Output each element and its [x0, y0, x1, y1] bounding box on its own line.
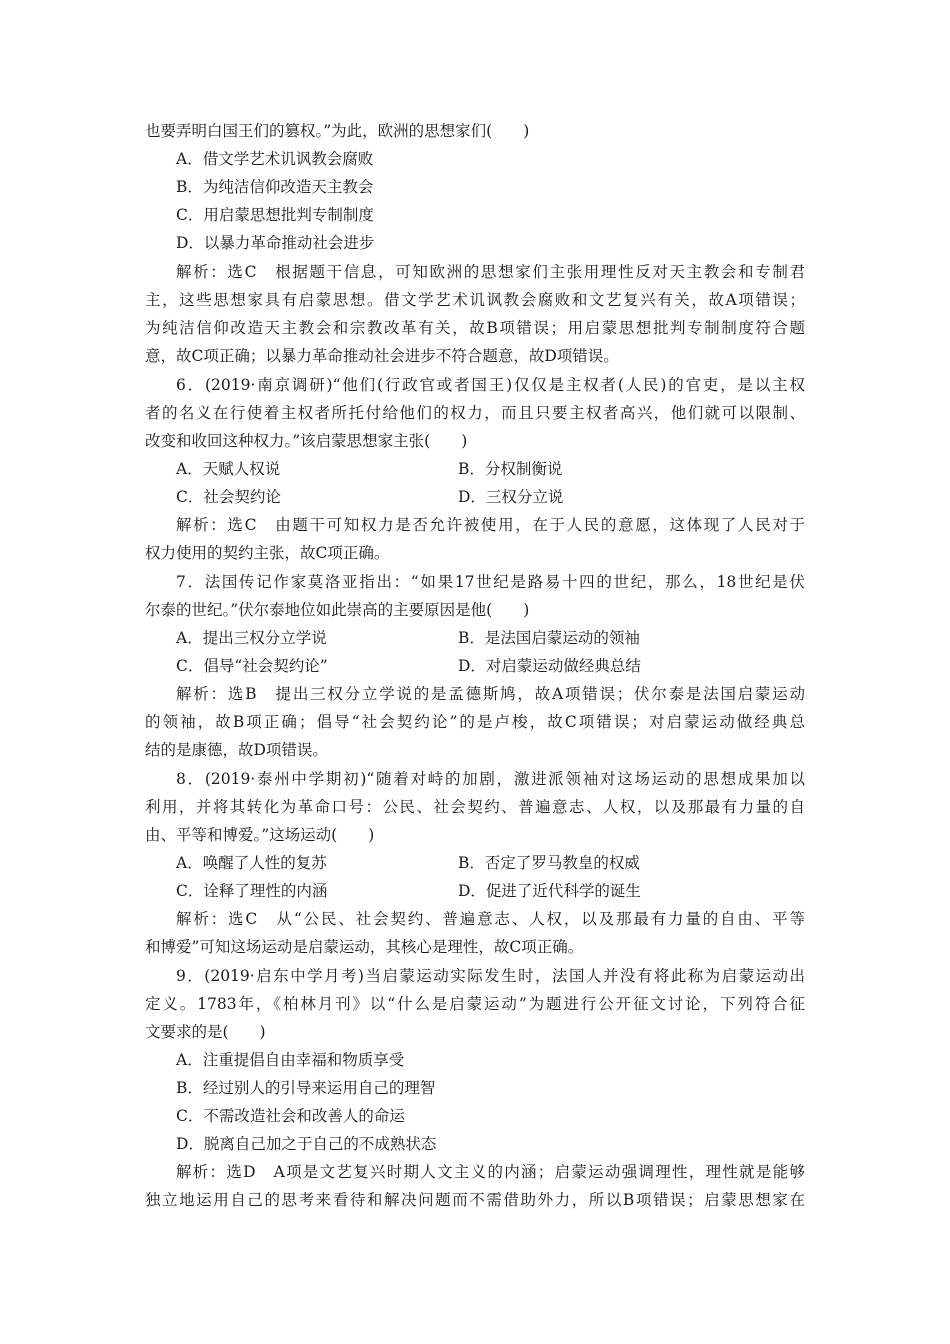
- q7-stem-line-1: 7．法国传记作家莫洛亚指出：“如果17世纪是路易十四的世纪，那么，18世纪是伏: [176, 573, 805, 591]
- q8-option-c: C．诠释了理性的内涵: [176, 882, 328, 900]
- q7-stem-line-2: 尔泰的世纪。”伏尔泰地位如此崇高的主要原因是他( ): [145, 601, 530, 619]
- q9-explanation-line-2: 独立地运用自己的思考来看待和解决问题而不需借助外力，所以B项错误；启蒙思想家在: [145, 1191, 805, 1209]
- q8-stem-line-2: 利用，并将其转化为革命口号：公民、社会契约、普遍意志、人权，以及那最有力量的自: [145, 798, 805, 816]
- q6-stem-line-3: 改变和收回这种权力。”该启蒙思想家主张( ): [145, 432, 468, 450]
- q9-stem-line-3: 文要求的是( ): [145, 1023, 266, 1041]
- q7-option-b: B．是法国启蒙运动的领袖: [458, 629, 640, 647]
- q5-option-c: C．用启蒙思想批判专制制度: [176, 206, 374, 224]
- q5-stem-line: 也要弄明白国王们的篡权。”为此，欧洲的思想家们( ): [145, 122, 530, 140]
- q9-stem-line-2: 定义。1783年，《柏林月刊》以“什么是启蒙运动”为题进行公开征文讨论，下列符合征: [145, 995, 805, 1013]
- q6-option-d: D．三权分立说: [458, 488, 564, 506]
- q7-option-c: C．倡导“社会契约论”: [176, 657, 328, 675]
- q7-explanation-line-2: 的领袖，故B项正确；倡导“社会契约论”的是卢梭，故C项错误；对启蒙运动做经典总: [145, 713, 805, 731]
- q6-stem-line-1: 6．(2019·南京调研)“他们(行政官或者国王)仅仅是主权者(人民)的官吏，是以主权: [176, 376, 805, 394]
- q8-explanation-line-1: 解析：选C 从“公民、社会契约、普遍意志、人权，以及那最有力量的自由、平等: [176, 910, 805, 928]
- q9-option-a: A．注重提倡自由幸福和物质享受: [176, 1051, 405, 1069]
- q9-explanation-line-1: 解析：选D A项是文艺复兴时期人文主义的内涵；启蒙运动强调理性，理性就是能够: [176, 1163, 805, 1181]
- q5-explanation-line-4: 意，故C项正确；以暴力革命推动社会进步不符合题意，故D项错误。: [145, 347, 619, 365]
- q5-explanation-line-1: 解析：选C 根据题干信息，可知欧洲的思想家们主张用理性反对天主教会和专制君: [176, 263, 805, 281]
- q6-explanation-line-1: 解析：选C 由题干可知权力是否允许被使用，在于人民的意愿，这体现了人民对于: [176, 516, 805, 534]
- q9-option-d: D．脱离自己加之于自己的不成熟状态: [176, 1135, 437, 1153]
- q8-explanation-line-2: 和博爱”可知这场运动是启蒙运动，其核心是理性，故C项正确。: [145, 938, 584, 956]
- q5-option-a: A．借文学艺术讥讽教会腐败: [176, 150, 374, 168]
- q9-option-c: C．不需改造社会和改善人的命运: [176, 1107, 405, 1125]
- q6-option-b: B．分权制衡说: [458, 460, 563, 478]
- q6-option-a: A．天赋人权说: [176, 460, 281, 478]
- q9-option-b: B．经过别人的引导来运用自己的理智: [176, 1079, 436, 1097]
- q8-option-d: D．促进了近代科学的诞生: [458, 882, 641, 900]
- q7-explanation-line-3: 结的是康德，故D项错误。: [145, 741, 328, 759]
- q8-stem-line-1: 8．(2019·泰州中学期初)“随着对峙的加剧，激进派领袖对这场运动的思想成果加以: [176, 770, 805, 788]
- q8-option-b: B．否定了罗马教皇的权威: [458, 854, 640, 872]
- q6-option-c: C．社会契约论: [176, 488, 281, 506]
- q9-stem-line-1: 9．(2019·启东中学月考)当启蒙运动实际发生时，法国人并没有将此称为启蒙运动出: [176, 967, 805, 985]
- q6-stem-line-2: 者的名义在行使着主权者所托付给他们的权力，而且只要主权者高兴，他们就可以限制、: [145, 404, 805, 422]
- q8-stem-line-3: 由、平等和博爱。”这场运动( ): [145, 826, 375, 844]
- q7-option-d: D．对启蒙运动做经典总结: [458, 657, 641, 675]
- q7-option-a: A．提出三权分立学说: [176, 629, 327, 647]
- q6-explanation-line-2: 权力使用的契约主张，故C项正确。: [145, 544, 390, 562]
- q5-explanation-line-3: 为纯洁信仰改造天主教会和宗教改革有关，故B项错误；用启蒙思想批判专制制度符合题: [145, 319, 805, 337]
- q7-explanation-line-1: 解析：选B 提出三权分立学说的是孟德斯鸠，故A项错误；伏尔泰是法国启蒙运动: [176, 685, 805, 703]
- q5-option-b: B．为纯洁信仰改造天主教会: [176, 178, 374, 196]
- q5-option-d: D．以暴力革命推动社会进步: [176, 234, 375, 252]
- q5-explanation-line-2: 主，这些思想家具有启蒙思想。借文学艺术讥讽教会腐败和文艺复兴有关，故A项错误；: [145, 291, 805, 309]
- q8-option-a: A．唤醒了人性的复苏: [176, 854, 327, 872]
